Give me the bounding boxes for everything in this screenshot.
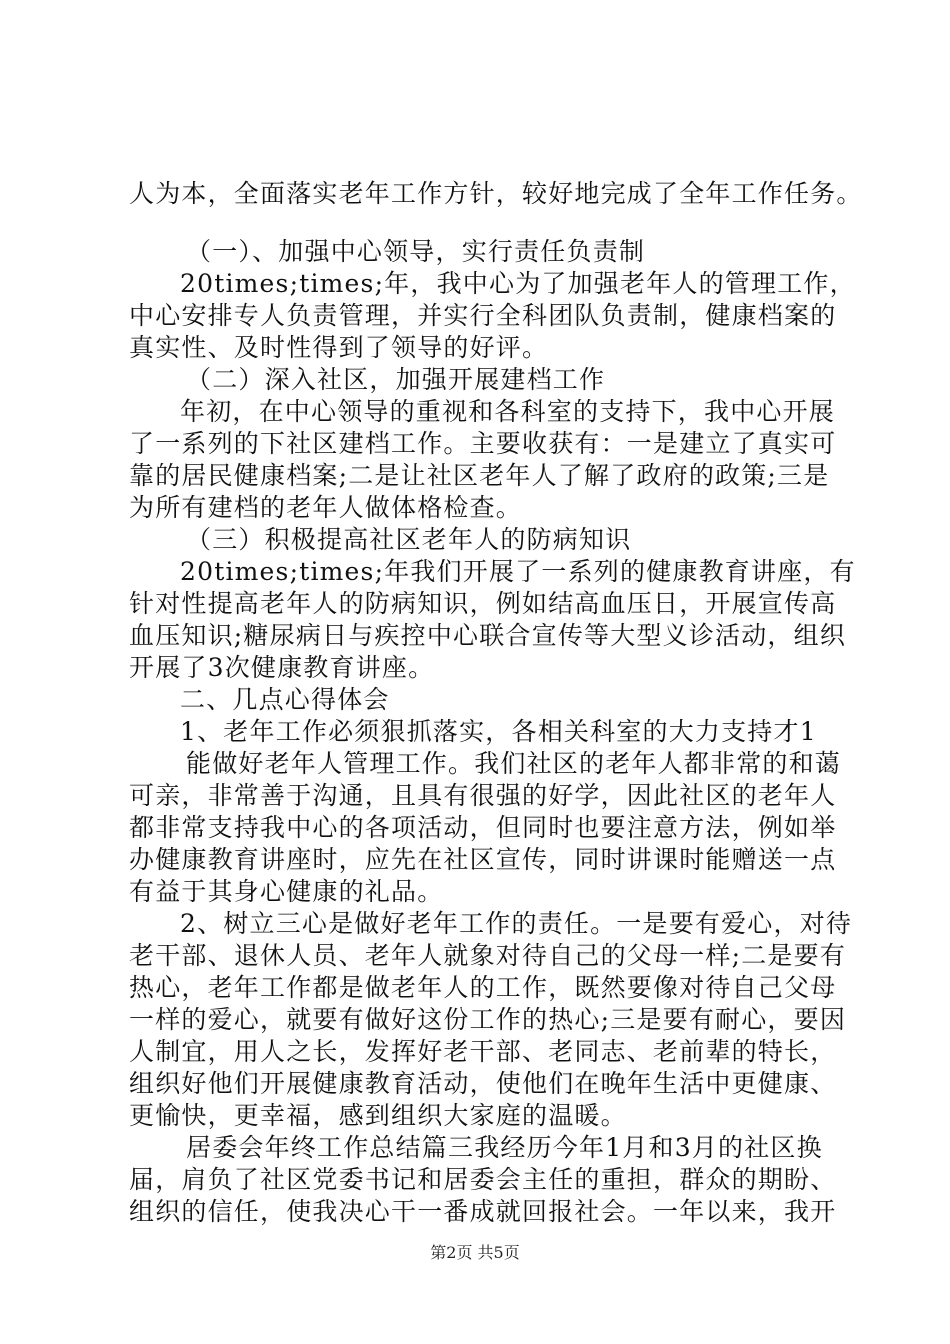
text-line: 能做好老年人管理工作。我们社区的老年人都非常的和蔼 (186, 749, 842, 778)
section-heading: （二）深入社区，加强开展建档工作 (186, 365, 606, 394)
text-line: 中心安排专人负责管理，并实行全科团队负责制，健康档案的 (129, 301, 837, 330)
text-line: 居委会年终工作总结篇三我经历今年1月和3月的社区换 (186, 1133, 823, 1162)
text-line: 靠的居民健康档案;二是让社区老年人了解了政府的政策;三是 (129, 461, 830, 490)
text-line: 都非常支持我中心的各项活动，但同时也要注意方法，例如举 (129, 813, 837, 842)
text-line: 开展了3次健康教育讲座。 (129, 653, 435, 682)
text-line: 1、老年工作必须狠抓落实，各相关科室的大力支持才1 (180, 717, 817, 746)
text-line: 针对性提高老年人的防病知识，例如结高血压日，开展宣传高 (129, 589, 837, 618)
text-line: 了一系列的下社区建档工作。主要收获有：一是建立了真实可 (129, 429, 837, 458)
text-line: 20times;times;年，我中心为了加强老年人的管理工作， (180, 269, 856, 298)
text-line: 办健康教育讲座时，应先在社区宣传，同时讲课时能赠送一点 (129, 845, 837, 874)
text-line: 真实性、及时性得到了领导的好评。 (129, 333, 549, 362)
text-line: 2、树立三心是做好老年工作的责任。一是要有爱心，对待 (180, 909, 853, 938)
text-line: 为所有建档的老年人做体格检查。 (129, 493, 523, 522)
text-line: 血压知识;糖尿病日与疾控中心联合宣传等大型义诊活动，组织 (129, 621, 847, 650)
text-line: 更愉快，更幸福，感到组织大家庭的温暖。 (129, 1101, 627, 1130)
text-line: 可亲，非常善于沟通，且具有很强的好学，因此社区的老年人 (129, 781, 837, 810)
text-line: 人制宜，用人之长，发挥好老干部、老同志、老前辈的特长， (129, 1037, 837, 1066)
text-line: 组织的信任，使我决心干一番成就回报社会。一年以来，我开 (129, 1197, 837, 1226)
text-line: 组织好他们开展健康教育活动，使他们在晚年生活中更健康、 (129, 1069, 837, 1098)
text-line: 老干部、退休人员、老年人就象对待自己的父母一样;二是要有 (129, 941, 847, 970)
section-heading: （一）、加强中心领导，实行责任负责制 (186, 237, 646, 266)
text-line: 有益于其身心健康的礼品。 (129, 877, 444, 906)
text-line: 热心，老年工作都是做老年人的工作，既然要像对待自己父母 (129, 973, 837, 1002)
text-line: 年初，在中心领导的重视和各科室的支持下，我中心开展 (180, 397, 836, 426)
text-line: 人为本，全面落实老年工作方针，较好地完成了全年工作任务。 (129, 179, 863, 208)
page-footer: 第2页 共5页 (430, 1243, 520, 1262)
section-heading: 二、几点心得体会 (180, 685, 390, 714)
text-line: 20times;times;年我们开展了一系列的健康教育讲座，有 (180, 557, 856, 586)
section-heading: （三）积极提高社区老年人的防病知识 (186, 525, 632, 554)
text-line: 届，肩负了社区党委书记和居委会主任的重担，群众的期盼、 (129, 1165, 837, 1194)
text-line: 一样的爱心，就要有做好这份工作的热心;三是要有耐心，要因 (129, 1005, 847, 1034)
